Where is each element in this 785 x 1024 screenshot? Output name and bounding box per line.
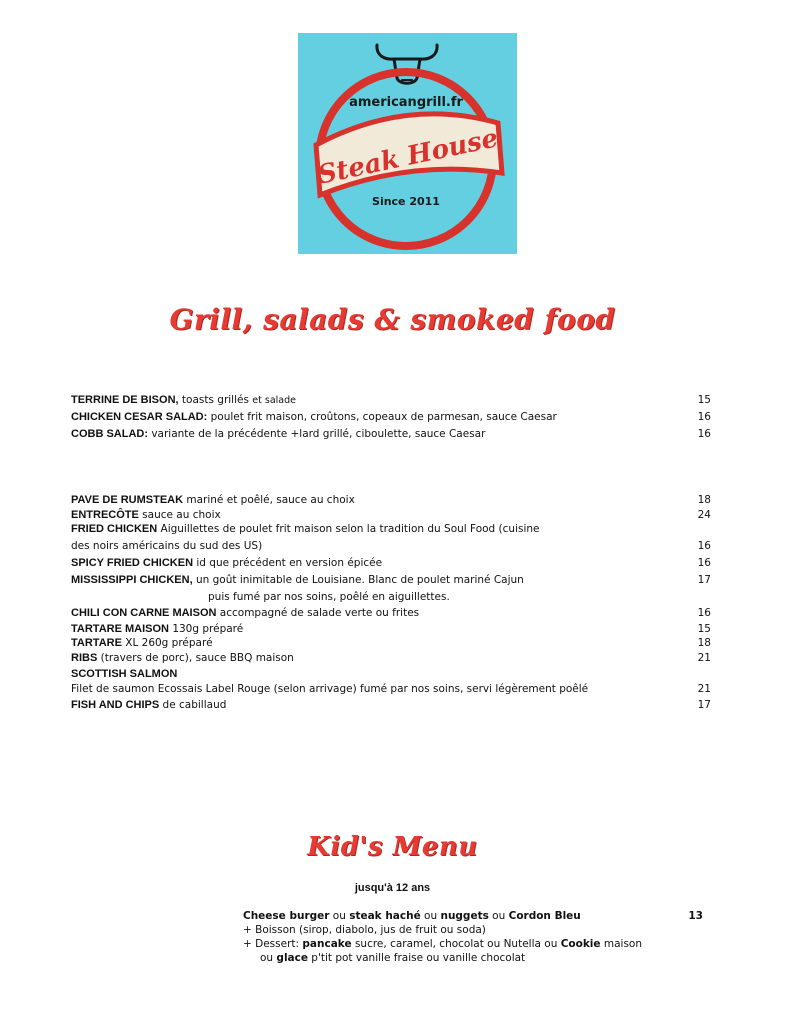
menu-item-description: 130g préparé — [168, 623, 244, 635]
menu-item-name: FISH AND CHIPS — [71, 699, 160, 711]
logo-since-text: Since 2011 — [372, 195, 440, 208]
menu-item-description: accompagné de salade verte ou frites — [216, 607, 420, 619]
kids-connector: ou — [260, 952, 277, 964]
menu-item-description: des noirs américains du sud des US) — [71, 540, 263, 552]
menu-item-name: FRIED CHICKEN — [71, 523, 158, 535]
logo-site-text: americangrill.fr — [349, 95, 463, 110]
menu-item-description: puis fumé par nos soins, poêlé en aiguillettes. — [208, 591, 450, 603]
menu-item-name: SCOTTISH SALMON — [71, 668, 178, 680]
menu-item-name: TERRINE DE BISON, — [71, 394, 179, 406]
menu-item — [71, 650, 711, 666]
kids-item-cordon-bleu: Cordon Bleu — [508, 910, 581, 922]
menu-item-name: PAVE DE RUMSTEAK — [71, 494, 184, 506]
menu-item-description: sauce au choix — [138, 509, 221, 521]
menu-item-price: 21 — [697, 652, 711, 664]
menu-item-price: 16 — [697, 557, 711, 569]
kids-menu-subtitle: jusqu'à 12 ans — [354, 882, 431, 894]
menu-item-name: ENTRECÔTE — [71, 509, 139, 521]
menu-item-price: 17 — [697, 574, 711, 586]
menu-item-description: Aiguillettes de poulet frit maison selon la tradition du Soul Food (cuisine — [157, 523, 540, 535]
menu-item-price: 15 — [697, 394, 711, 406]
kids-dessert-text: sucre, caramel, chocolat ou Nutella ou — [351, 938, 561, 950]
menu-item-description: toasts grillés — [178, 394, 253, 406]
menu-item-description: mariné et poêlé, sauce au choix — [183, 494, 355, 506]
menu-item — [71, 697, 711, 713]
kids-item-nuggets: nuggets — [440, 910, 489, 922]
menu-item-name: MISSISSIPPI CHICKEN, — [71, 574, 193, 586]
kids-connector: ou — [420, 910, 441, 922]
kids-menu-dessert-line — [243, 937, 703, 951]
menu-item-price: 15 — [697, 623, 711, 635]
menu-item — [71, 538, 711, 554]
menu-item-price: 17 — [697, 699, 711, 711]
menu-item-price: 16 — [697, 607, 711, 619]
kids-dessert-glace: glace — [276, 952, 308, 964]
menu-item-price: 16 — [697, 540, 711, 552]
menu-item-name: CHILI CON CARNE MAISON — [71, 607, 217, 619]
menu-item-name: RIBS — [71, 652, 98, 664]
kids-item-steak: steak haché — [349, 910, 421, 922]
menu-item — [71, 426, 711, 442]
menu-item-name: SPICY FRIED CHICKEN — [71, 557, 194, 569]
menu-item — [71, 555, 711, 571]
menu-item-name: TARTARE — [71, 637, 122, 649]
logo-name-text: Steak House — [315, 123, 501, 191]
kids-item-cheese-burger: Cheese burger — [243, 910, 330, 922]
menu-item-name: COBB SALAD: — [71, 428, 148, 440]
menu-item-name: TARTARE MAISON — [71, 623, 169, 635]
menu-item-description: id que précédent en version épicée — [193, 557, 383, 569]
kids-menu-title: Kid's Menu — [307, 832, 478, 862]
menu-item-description: poulet frit maison, croûtons, copeaux de parmesan, sauce Caesar — [207, 411, 557, 423]
menu-item-price: 16 — [697, 428, 711, 440]
kids-menu-price: 13 — [688, 910, 703, 922]
kids-dessert-cookie: Cookie — [560, 938, 601, 950]
menu-item — [71, 572, 711, 588]
kids-connector: ou — [488, 910, 509, 922]
menu-item-price: 21 — [697, 683, 711, 695]
menu-item-description: XL 260g préparé — [121, 637, 213, 649]
menu-item-description: de cabillaud — [159, 699, 227, 711]
menu-item — [71, 681, 711, 697]
menu-item — [71, 392, 711, 408]
menu-item — [71, 409, 711, 425]
menu-item — [208, 589, 708, 605]
menu-title: Grill, salads & smoked food — [169, 303, 616, 336]
menu-item-description-small: et salade — [252, 395, 296, 406]
menu-item-price: 24 — [697, 509, 711, 521]
kids-dessert-text: p'tit pot vanille fraise ou vanille chocolat — [307, 952, 526, 964]
menu-item-price: 16 — [697, 411, 711, 423]
menu-item-name: CHICKEN CESAR SALAD: — [71, 411, 208, 423]
menu-item — [71, 666, 711, 682]
kids-connector: ou — [329, 910, 350, 922]
menu-item — [71, 492, 711, 508]
kids-menu-icecream-line — [260, 951, 720, 965]
menu-item-price: 18 — [697, 494, 711, 506]
kids-menu-drink-line: + Boisson (sirop, diabolo, jus de fruit ou soda) — [243, 924, 486, 936]
kids-dessert-label: + Dessert: — [243, 938, 303, 950]
menu-item-description: un goût inimitable de Louisiane. Blanc de poulet mariné Cajun — [192, 574, 524, 586]
kids-dessert-pancake: pancake — [302, 938, 352, 950]
menu-item-price: 18 — [697, 637, 711, 649]
menu-item — [71, 605, 711, 621]
menu-item — [71, 635, 711, 651]
steak-house-logo — [298, 33, 517, 254]
kids-dessert-text: maison — [600, 938, 642, 950]
kids-menu-main-line — [243, 909, 703, 923]
menu-item-description: Filet de saumon Ecossais Label Rouge (selon arrivage) fumé par nos soins, servi légèrement poêlé — [71, 683, 589, 695]
menu-item-description: (travers de porc), sauce BBQ maison — [97, 652, 294, 664]
menu-item-description: variante de la précédente +lard grillé, ciboulette, sauce Caesar — [148, 428, 486, 440]
menu-item — [71, 521, 711, 537]
